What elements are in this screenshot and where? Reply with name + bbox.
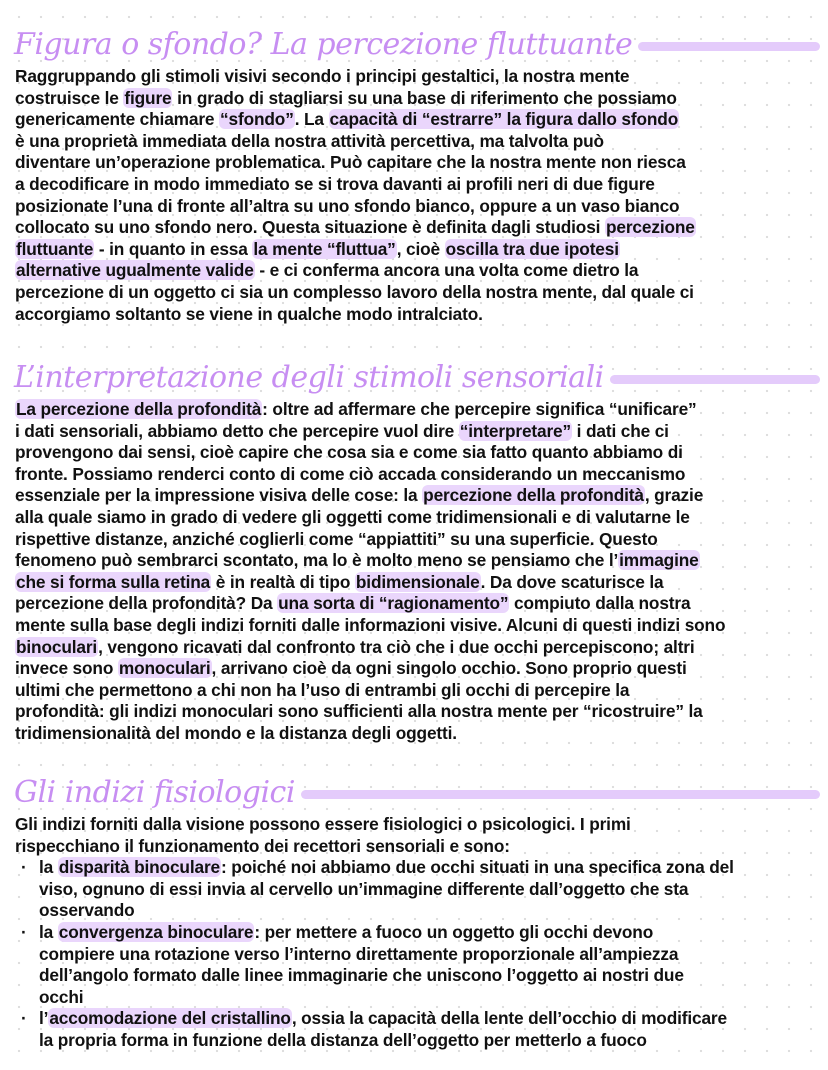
highlighted-term: bidimensionale bbox=[355, 571, 480, 592]
text-run: : per mettere a fuoco un oggetto gli occhi devono bbox=[254, 921, 654, 942]
text-run: : oltre ad affermare che percepire significa “unificare” bbox=[262, 399, 697, 419]
text-run: . La bbox=[294, 109, 329, 130]
text-run: percezione di un oggetto ci sia un complesso lavoro della nostra mente, dal quale ci bbox=[15, 281, 694, 302]
bullet-icon: · bbox=[21, 1008, 27, 1029]
highlighted-term: monoculari bbox=[118, 658, 211, 679]
text-run: è in realtà di tipo bbox=[211, 571, 355, 592]
text-line bbox=[39, 1030, 828, 1052]
text-run: in grado di stagliarsi su una base di riferimento che possiamo bbox=[172, 87, 677, 108]
text-line bbox=[15, 174, 828, 196]
text-run: : poiché noi abbiamo due occhi situati in una specifica zona del bbox=[220, 857, 734, 878]
text-line bbox=[15, 572, 828, 594]
text-line bbox=[15, 152, 828, 174]
title-underline-bar bbox=[638, 42, 820, 51]
text-run: collocato su uno sfondo nero. Questa situazione è definita dagli studiosi bbox=[15, 217, 605, 238]
text-run: occhi bbox=[39, 986, 84, 1007]
text-line bbox=[39, 900, 828, 922]
section-2 bbox=[0, 355, 828, 745]
text-run: fronte. Possiamo renderci conto di come ciò accada considerando un meccanismo bbox=[15, 463, 686, 484]
text-line bbox=[15, 529, 828, 551]
text-run: la bbox=[39, 857, 58, 878]
bullet-icon: · bbox=[21, 857, 27, 878]
text-run: tridimensionalità del mondo e la distanza degli oggetti. bbox=[15, 722, 457, 743]
highlighted-term: percezione della profondità bbox=[423, 485, 644, 506]
highlighted-term: La percezione della profondità bbox=[16, 399, 262, 419]
text-line bbox=[15, 814, 828, 836]
bullet-icon: · bbox=[21, 921, 27, 942]
text-line bbox=[15, 723, 828, 745]
text-line bbox=[15, 217, 828, 239]
text-run: percezione della profondità? Da bbox=[15, 593, 278, 614]
section-body bbox=[0, 399, 828, 745]
text-run: fenomeno può sembrarci scontato, ma lo è molto meno se pensiamo che l’ bbox=[15, 550, 619, 571]
text-run: dell’angolo formato dalle linee immaginarie che uniscono l’oggetto ai nostri due bbox=[39, 965, 684, 986]
text-line bbox=[39, 944, 828, 966]
text-run: l’ bbox=[39, 1008, 49, 1029]
text-run: la propria forma in funzione della distanza dell’oggetto per metterlo a fuoco bbox=[39, 1029, 647, 1050]
highlighted-term: la mente “fluttua” bbox=[253, 238, 396, 259]
text-line bbox=[15, 701, 828, 723]
text-line bbox=[15, 507, 828, 529]
section-3 bbox=[0, 770, 828, 1052]
section-body bbox=[0, 66, 828, 325]
text-line bbox=[15, 680, 828, 702]
section-title: L’interpretazione degli stimoli sensoriali bbox=[14, 359, 604, 395]
title-underline-bar bbox=[301, 790, 820, 799]
text-run: , arrivano cioè da ogni singolo occhio. Sono proprio questi bbox=[211, 658, 687, 679]
highlighted-term: una sorta di “ragionamento” bbox=[278, 593, 509, 614]
text-line bbox=[39, 922, 828, 944]
highlighted-term: immagine bbox=[619, 550, 699, 571]
text-run: profondità: gli indizi monoculari sono sufficienti alla nostra mente per “ricostruire” la bbox=[15, 701, 703, 722]
text-run: i dati che ci bbox=[572, 420, 669, 441]
text-line bbox=[15, 260, 828, 282]
text-run: costruisce le bbox=[15, 87, 124, 108]
text-line bbox=[15, 88, 828, 110]
text-run: . Da dove scaturisce la bbox=[480, 571, 664, 592]
text-line bbox=[15, 442, 828, 464]
highlighted-term: convergenza binoculare bbox=[58, 921, 254, 942]
text-run: Gli indizi forniti dalla visione possono essere fisiologici o psicologici. I primi bbox=[15, 814, 631, 834]
text-line bbox=[15, 658, 828, 680]
text-run: compiuto dalla nostra bbox=[509, 593, 691, 614]
text-run: , grazie bbox=[644, 485, 704, 506]
section-title: Gli indizi fisiologici bbox=[14, 774, 295, 810]
text-line bbox=[39, 965, 828, 987]
highlighted-term: accomodazione del cristallino bbox=[49, 1008, 291, 1029]
text-run: rispecchiano il funzionamento dei recettori sensoriali e sono: bbox=[15, 835, 510, 856]
text-run: , vengono ricavati dal confronto tra ciò che i due occhi percepiscono; altri bbox=[98, 636, 695, 657]
highlighted-term: binoculari bbox=[16, 636, 98, 657]
text-line bbox=[15, 282, 828, 304]
text-run: essenziale per la impressione visiva delle cose: la bbox=[15, 485, 423, 506]
list-item bbox=[15, 857, 828, 922]
highlighted-term: fluttuante bbox=[16, 238, 94, 259]
text-run: genericamente chiamare bbox=[15, 109, 220, 130]
text-run: a decodificare in modo immediato se si trova davanti ai profili neri di due figure bbox=[15, 173, 655, 194]
text-run: - e ci conferma ancora una volta come dietro la bbox=[254, 260, 639, 281]
highlighted-term: capacità di “estrarre” la figura dallo sfondo bbox=[329, 109, 679, 130]
text-run: , cioè bbox=[396, 238, 445, 259]
text-line bbox=[39, 857, 828, 879]
paragraph bbox=[15, 66, 828, 325]
section-1 bbox=[0, 22, 828, 325]
text-run: - in quanto in essa bbox=[94, 238, 253, 259]
text-run: alla quale siamo in grado di vedere gli oggetti come tridimensionali e di valutarne le bbox=[15, 506, 690, 527]
section-heading bbox=[0, 22, 828, 66]
text-run: accorgiamo soltanto se viene in qualche modo intralciato. bbox=[15, 303, 483, 324]
text-run: provengono dai sensi, cioè capire che cosa sia e come sia fatto quanto abbiamo di bbox=[15, 442, 683, 463]
text-line bbox=[39, 987, 828, 1009]
text-line bbox=[15, 836, 828, 858]
text-line bbox=[15, 464, 828, 486]
text-run: rispettive distanze, anziché coglierli come “appiattiti” su una superficie. Questo bbox=[15, 528, 658, 549]
text-line bbox=[15, 637, 828, 659]
text-line bbox=[39, 879, 828, 901]
text-run: la bbox=[39, 921, 58, 942]
text-line bbox=[15, 131, 828, 153]
text-run: invece sono bbox=[15, 658, 118, 679]
highlighted-term: “interpretare” bbox=[459, 420, 572, 441]
text-line bbox=[15, 485, 828, 507]
text-line bbox=[15, 239, 828, 261]
text-line bbox=[15, 109, 828, 131]
text-line bbox=[15, 421, 828, 443]
section-heading bbox=[0, 770, 828, 814]
text-line bbox=[39, 1008, 828, 1030]
highlighted-term: alternative ugualmente valide bbox=[16, 260, 254, 281]
text-line bbox=[15, 593, 828, 615]
text-line bbox=[15, 66, 828, 88]
highlighted-term: percezione bbox=[605, 217, 695, 238]
section-body bbox=[0, 814, 828, 1052]
text-line bbox=[15, 615, 828, 637]
text-run: osservando bbox=[39, 900, 135, 921]
text-run: i dati sensoriali, abbiamo detto che percepire vuol dire bbox=[15, 420, 459, 441]
highlighted-term: disparità binoculare bbox=[58, 857, 220, 878]
text-run: Raggruppando gli stimoli visivi secondo i principi gestaltici, la nostra mente bbox=[15, 66, 630, 86]
highlighted-term: oscilla tra due ipotesi bbox=[445, 238, 619, 259]
text-line bbox=[15, 399, 828, 421]
paragraph bbox=[15, 399, 828, 745]
text-line bbox=[15, 550, 828, 572]
highlighted-term: figure bbox=[124, 87, 172, 108]
section-title: Figura o sfondo? La percezione fluttuante bbox=[14, 26, 633, 62]
text-run: viso, ognuno di essi invia al cervello un’immagine differente dall’oggetto che sta bbox=[39, 878, 689, 899]
text-run: ultimi che permettono a chi non ha l’uso di entrambi gli occhi di percepire la bbox=[15, 679, 630, 700]
list-item bbox=[15, 1008, 828, 1051]
text-run: è una proprietà immediata della nostra attività percettiva, ma talvolta può bbox=[15, 130, 604, 151]
text-run: compiere una rotazione verso l’interno direttamente proporzionale all’ampiezza bbox=[39, 943, 679, 964]
title-underline-bar bbox=[610, 375, 820, 384]
list-item bbox=[15, 922, 828, 1008]
section-heading bbox=[0, 355, 828, 399]
text-run: diventare un’operazione problematica. Può capitare che la nostra mente non riesca bbox=[15, 152, 686, 173]
highlighted-term: “sfondo” bbox=[220, 109, 294, 130]
text-line bbox=[15, 304, 828, 326]
text-run: posizionate l’una di fronte all’altra su uno sfondo bianco, oppure a un vaso bianco bbox=[15, 195, 680, 216]
highlighted-term: che si forma sulla retina bbox=[16, 571, 211, 592]
text-line bbox=[15, 196, 828, 218]
text-run: mente sulla base degli indizi forniti dalle informazioni visive. Alcuni di questi indizi sono bbox=[15, 614, 726, 635]
text-run: , ossia la capacità della lente dell’occhio di modificare bbox=[291, 1008, 727, 1029]
paragraph bbox=[15, 814, 828, 857]
